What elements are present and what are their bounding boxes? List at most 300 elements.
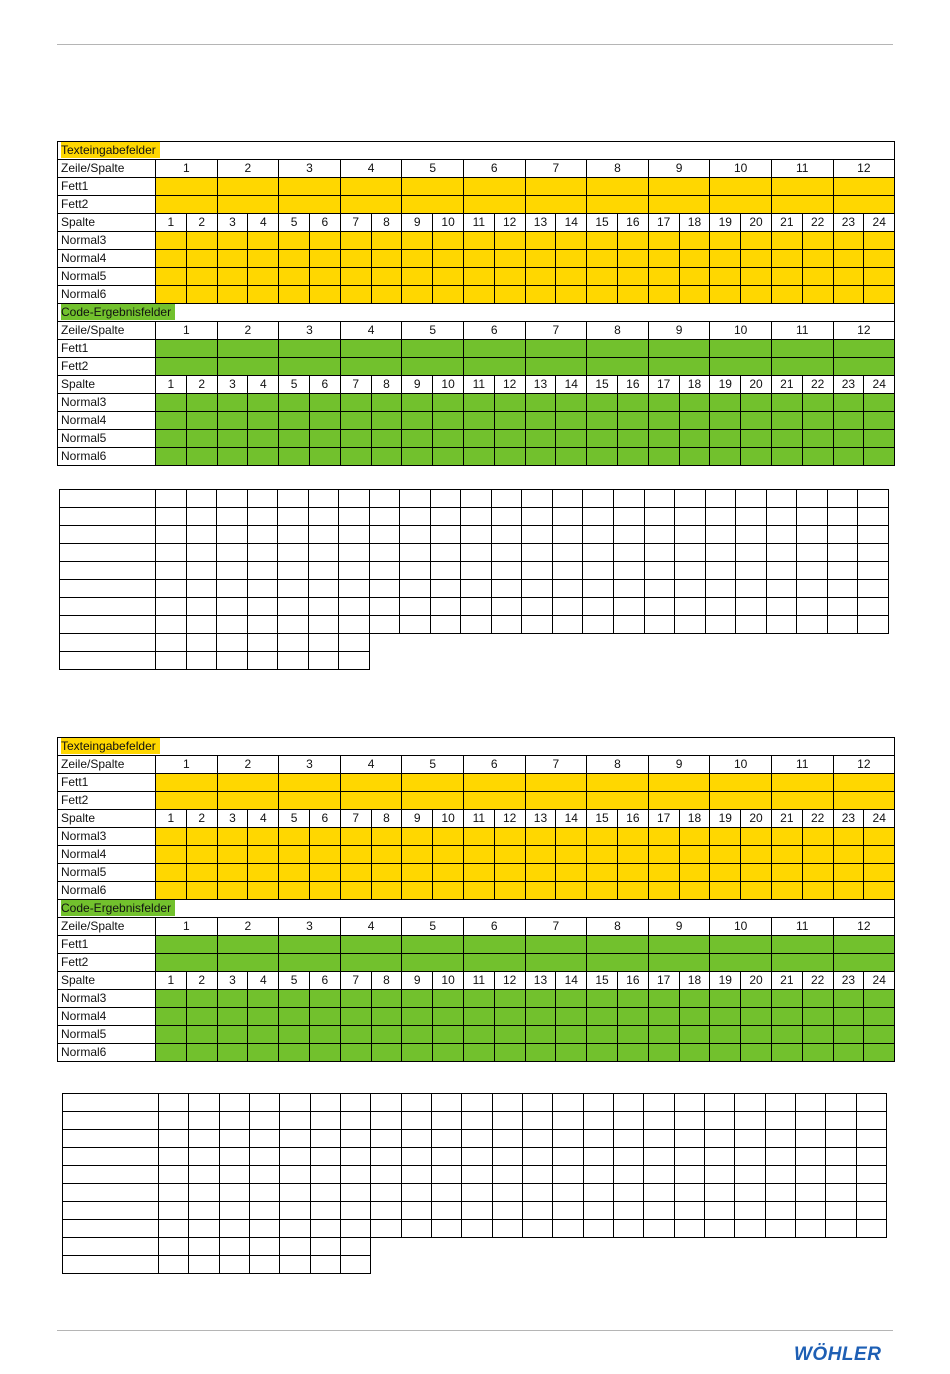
- blank-cell: [371, 1094, 401, 1112]
- field-cell: [679, 448, 710, 466]
- field-cell: [217, 990, 248, 1008]
- col-header: 12: [494, 972, 525, 990]
- field-cell: [771, 828, 802, 846]
- blank-cell: [310, 1112, 340, 1130]
- blank-cell: [491, 562, 522, 580]
- col-header: 20: [741, 376, 772, 394]
- blank-cell: [766, 580, 797, 598]
- col-header: 14: [556, 972, 587, 990]
- blank-cell: [795, 1112, 825, 1130]
- blank-cell: [431, 1238, 461, 1256]
- blank-cell: [308, 580, 339, 598]
- field-cell: [833, 828, 864, 846]
- field-cell: [864, 864, 895, 882]
- blank-cell: [644, 580, 675, 598]
- field-cell: [402, 1008, 433, 1026]
- field-cell: [309, 1026, 340, 1044]
- blank-cell: [186, 616, 217, 634]
- field-cell: [833, 1044, 864, 1062]
- blank-cell: [766, 544, 797, 562]
- field-cell: [710, 774, 772, 792]
- blank-cell: [583, 652, 614, 670]
- field-cell: [371, 1044, 402, 1062]
- blank-cell: [644, 544, 675, 562]
- field-cell: [371, 1026, 402, 1044]
- field-cell: [710, 864, 741, 882]
- blank-cell: [369, 634, 400, 652]
- blank-row: [63, 1130, 887, 1148]
- blank-cell: [705, 598, 736, 616]
- blank-cell: [522, 1148, 552, 1166]
- section-title: [58, 142, 895, 160]
- blank-cell: [522, 1202, 552, 1220]
- blank-cell: [736, 490, 767, 508]
- col-header: 10: [710, 756, 772, 774]
- blank-cell: [522, 508, 553, 526]
- field-cell: [556, 430, 587, 448]
- code-table: [57, 737, 895, 1062]
- col-header: 10: [433, 810, 464, 828]
- blank-cell: [827, 634, 858, 652]
- blank-cell: [583, 1220, 613, 1238]
- blank-cell: [60, 490, 156, 508]
- blank-cell: [827, 490, 858, 508]
- blank-cell: [186, 544, 217, 562]
- field-cell: [741, 828, 772, 846]
- field-cell: [802, 286, 833, 304]
- field-cell: [463, 178, 525, 196]
- blank-cell: [797, 544, 828, 562]
- blank-cell: [583, 1148, 613, 1166]
- blank-cell: [553, 1220, 583, 1238]
- col-header: 6: [309, 810, 340, 828]
- blank-cell: [339, 526, 370, 544]
- blank-cell: [249, 1256, 279, 1274]
- field-cell: [248, 448, 279, 466]
- field-cell: [279, 864, 310, 882]
- blank-cell: [339, 634, 370, 652]
- col-header: 6: [463, 160, 525, 178]
- blank-cell: [462, 1184, 492, 1202]
- col-header: 23: [833, 810, 864, 828]
- blank-cell: [795, 1148, 825, 1166]
- field-cell: [833, 1008, 864, 1026]
- blank-cell: [644, 1220, 674, 1238]
- normal-row: [58, 394, 895, 412]
- normal-row: [58, 430, 895, 448]
- field-cell: [279, 268, 310, 286]
- field-cell: [587, 936, 649, 954]
- field-cell: [371, 864, 402, 882]
- blank-row: [63, 1148, 887, 1166]
- field-cell: [802, 828, 833, 846]
- field-cell: [463, 412, 494, 430]
- blank-cell: [797, 616, 828, 634]
- blank-cell: [339, 598, 370, 616]
- col-header: 20: [741, 972, 772, 990]
- field-cell: [156, 232, 187, 250]
- col-header: 7: [340, 376, 371, 394]
- field-cell: [433, 430, 464, 448]
- row-label: Normal3: [58, 990, 156, 1008]
- blank-cell: [249, 1202, 279, 1220]
- blank-cell: [705, 652, 736, 670]
- blank-cell: [219, 1220, 249, 1238]
- row-label: Spalte: [58, 810, 156, 828]
- col-header: 1: [156, 756, 218, 774]
- blank-row: [63, 1112, 887, 1130]
- field-cell: [371, 882, 402, 900]
- col-header: 8: [371, 214, 402, 232]
- col-header: 22: [802, 214, 833, 232]
- blank-cell: [675, 634, 706, 652]
- blank-cell: [553, 1184, 583, 1202]
- blank-cell: [613, 1094, 643, 1112]
- field-cell: [771, 286, 802, 304]
- blank-cell: [369, 616, 400, 634]
- blank-cell: [705, 580, 736, 598]
- field-cell: [864, 1008, 895, 1026]
- field-cell: [741, 448, 772, 466]
- blank-cell: [856, 1184, 886, 1202]
- blank-cell: [522, 1166, 552, 1184]
- field-cell: [217, 340, 279, 358]
- field-cell: [248, 882, 279, 900]
- blank-cell: [462, 1202, 492, 1220]
- field-cell: [617, 250, 648, 268]
- section-title-row: [58, 738, 895, 756]
- field-cell: [802, 394, 833, 412]
- col-header: 21: [771, 376, 802, 394]
- col-header: 6: [309, 214, 340, 232]
- blank-cell: [674, 1184, 704, 1202]
- blank-cell: [189, 1238, 219, 1256]
- blank-cell: [249, 1184, 279, 1202]
- col-header: 7: [525, 918, 587, 936]
- col-header: 11: [463, 376, 494, 394]
- blank-cell: [856, 1220, 886, 1238]
- field-cell: [648, 1008, 679, 1026]
- field-cell: [556, 268, 587, 286]
- blank-cell: [613, 490, 644, 508]
- blank-cell: [247, 580, 278, 598]
- blank-cell: [219, 1184, 249, 1202]
- col-header: 10: [433, 972, 464, 990]
- spalte-row: [58, 376, 895, 394]
- blank-cell: [797, 652, 828, 670]
- field-cell: [802, 412, 833, 430]
- field-cell: [617, 430, 648, 448]
- blank-cell: [704, 1220, 734, 1238]
- field-cell: [463, 196, 525, 214]
- field-cell: [217, 250, 248, 268]
- blank-cell: [339, 580, 370, 598]
- col-header: 5: [279, 376, 310, 394]
- field-cell: [525, 774, 587, 792]
- field-cell: [402, 448, 433, 466]
- field-cell: [402, 846, 433, 864]
- blank-cell: [522, 598, 553, 616]
- blank-cell: [675, 562, 706, 580]
- blank-cell: [63, 1148, 159, 1166]
- blank-cell: [401, 1202, 431, 1220]
- col-header: 24: [864, 810, 895, 828]
- field-cell: [279, 936, 341, 954]
- field-cell: [340, 286, 371, 304]
- code-table-2: [57, 737, 895, 1062]
- col-header: 5: [279, 214, 310, 232]
- field-cell: [556, 846, 587, 864]
- field-cell: [156, 268, 187, 286]
- field-cell: [710, 358, 772, 376]
- field-cell: [741, 250, 772, 268]
- field-cell: [617, 1044, 648, 1062]
- blank-cell: [63, 1130, 159, 1148]
- blank-cell: [735, 1202, 765, 1220]
- blank-cell: [247, 652, 278, 670]
- col-header: 5: [402, 756, 464, 774]
- col-header: 11: [463, 214, 494, 232]
- col-header: 10: [710, 160, 772, 178]
- field-cell: [463, 340, 525, 358]
- blank-cell: [369, 598, 400, 616]
- col-header: 9: [648, 160, 710, 178]
- blank-cell: [462, 1094, 492, 1112]
- blank-cell: [827, 580, 858, 598]
- col-header: 15: [587, 214, 618, 232]
- field-cell: [156, 250, 187, 268]
- blank-cell: [430, 508, 461, 526]
- field-cell: [217, 1044, 248, 1062]
- field-cell: [279, 846, 310, 864]
- blank-cell: [765, 1148, 795, 1166]
- blank-cell: [492, 1148, 522, 1166]
- blank-cell: [766, 490, 797, 508]
- field-cell: [340, 846, 371, 864]
- blank-cell: [736, 616, 767, 634]
- field-cell: [402, 196, 464, 214]
- field-cell: [710, 936, 772, 954]
- blank-cell: [369, 580, 400, 598]
- field-cell: [279, 1044, 310, 1062]
- blank-cell: [827, 508, 858, 526]
- col-header: 6: [463, 918, 525, 936]
- blank-cell: [308, 544, 339, 562]
- field-cell: [679, 846, 710, 864]
- row-label: Normal4: [58, 250, 156, 268]
- col-header: 11: [771, 756, 833, 774]
- normal-row: [58, 250, 895, 268]
- field-cell: [156, 178, 218, 196]
- blank-row: [63, 1220, 887, 1238]
- field-cell: [371, 448, 402, 466]
- field-cell: [833, 286, 864, 304]
- field-cell: [833, 792, 895, 810]
- col-header: 9: [648, 756, 710, 774]
- col-header: 20: [741, 214, 772, 232]
- field-cell: [556, 1008, 587, 1026]
- field-cell: [833, 178, 895, 196]
- blank-cell: [219, 1112, 249, 1130]
- field-cell: [340, 340, 402, 358]
- blank-cell: [705, 526, 736, 544]
- normal-row: [58, 828, 895, 846]
- col-header: 9: [402, 376, 433, 394]
- blank-cell: [766, 616, 797, 634]
- field-cell: [587, 828, 618, 846]
- blank-cell: [217, 634, 248, 652]
- field-cell: [864, 286, 895, 304]
- col-header: 5: [279, 972, 310, 990]
- blank-cell: [340, 1238, 370, 1256]
- blank-cell: [766, 598, 797, 616]
- field-cell: [340, 358, 402, 376]
- row-label: Normal6: [58, 448, 156, 466]
- blank-cell: [431, 1094, 461, 1112]
- row-label: Spalte: [58, 376, 156, 394]
- blank-row: [63, 1166, 887, 1184]
- blank-cell: [369, 490, 400, 508]
- col-header: 6: [309, 376, 340, 394]
- blank-cell: [827, 616, 858, 634]
- blank-cell: [308, 634, 339, 652]
- field-cell: [802, 268, 833, 286]
- blank-cell: [371, 1130, 401, 1148]
- field-cell: [371, 250, 402, 268]
- col-header: 2: [217, 322, 279, 340]
- section-title-label: Code-Ergebnisfelder: [61, 304, 175, 320]
- field-cell: [463, 1026, 494, 1044]
- fett-row: [58, 954, 895, 972]
- field-cell: [279, 882, 310, 900]
- col-header: 18: [679, 376, 710, 394]
- blank-cell: [704, 1148, 734, 1166]
- field-cell: [186, 882, 217, 900]
- field-cell: [679, 286, 710, 304]
- col-header: 18: [679, 972, 710, 990]
- blank-cell: [249, 1238, 279, 1256]
- field-cell: [248, 268, 279, 286]
- section-title-row: [58, 142, 895, 160]
- field-cell: [248, 990, 279, 1008]
- blank-cell: [310, 1238, 340, 1256]
- blank-cell: [401, 1166, 431, 1184]
- blank-cell: [63, 1112, 159, 1130]
- field-cell: [525, 846, 556, 864]
- field-cell: [648, 196, 710, 214]
- blank-cell: [310, 1130, 340, 1148]
- field-cell: [556, 286, 587, 304]
- row-label: Spalte: [58, 972, 156, 990]
- blank-cell: [219, 1130, 249, 1148]
- blank-cell: [308, 562, 339, 580]
- blank-cell: [249, 1094, 279, 1112]
- normal-row: [58, 882, 895, 900]
- blank-cell: [856, 1130, 886, 1148]
- field-cell: [186, 828, 217, 846]
- blank-cell: [461, 490, 492, 508]
- field-cell: [186, 1026, 217, 1044]
- field-cell: [864, 846, 895, 864]
- field-cell: [771, 774, 833, 792]
- col-header: 24: [864, 376, 895, 394]
- field-cell: [433, 448, 464, 466]
- blank-cell: [553, 1112, 583, 1130]
- field-cell: [402, 394, 433, 412]
- col-header: 16: [617, 214, 648, 232]
- field-cell: [617, 864, 648, 882]
- col-header: 3: [279, 160, 341, 178]
- normal-row: [58, 412, 895, 430]
- blank-cell: [553, 1256, 583, 1274]
- field-cell: [402, 864, 433, 882]
- field-cell: [525, 268, 556, 286]
- blank-cell: [219, 1256, 249, 1274]
- field-cell: [494, 286, 525, 304]
- col-header: 16: [617, 376, 648, 394]
- field-cell: [587, 864, 618, 882]
- col-header: 23: [833, 376, 864, 394]
- field-cell: [617, 412, 648, 430]
- blank-cell: [159, 1130, 189, 1148]
- col-header: 9: [648, 322, 710, 340]
- blank-cell: [766, 562, 797, 580]
- field-cell: [525, 792, 587, 810]
- blank-cell: [522, 562, 553, 580]
- blank-cell: [522, 544, 553, 562]
- field-cell: [371, 412, 402, 430]
- col-header: 24: [864, 972, 895, 990]
- col-header: 22: [802, 972, 833, 990]
- blank-cell: [522, 652, 553, 670]
- field-cell: [402, 268, 433, 286]
- field-cell: [864, 412, 895, 430]
- field-cell: [279, 358, 341, 376]
- blank-cell: [795, 1166, 825, 1184]
- field-cell: [648, 774, 710, 792]
- blank-cell: [735, 1112, 765, 1130]
- blank-cell: [462, 1238, 492, 1256]
- blank-cell: [492, 1202, 522, 1220]
- field-cell: [217, 268, 248, 286]
- blank-cell: [552, 616, 583, 634]
- blank-cell: [431, 1202, 461, 1220]
- blank-row: [63, 1256, 887, 1274]
- blank-cell: [63, 1202, 159, 1220]
- blank-cell: [827, 598, 858, 616]
- col-header: 6: [463, 322, 525, 340]
- field-cell: [494, 882, 525, 900]
- field-cell: [556, 394, 587, 412]
- field-cell: [802, 864, 833, 882]
- blank-cell: [340, 1166, 370, 1184]
- row-label: Normal4: [58, 846, 156, 864]
- blank-row: [60, 544, 889, 562]
- col-header: 11: [771, 160, 833, 178]
- field-cell: [525, 430, 556, 448]
- header-rule: [57, 44, 893, 45]
- blank-cell: [765, 1256, 795, 1274]
- blank-cell: [310, 1094, 340, 1112]
- blank-cell: [858, 616, 889, 634]
- field-cell: [371, 828, 402, 846]
- section-title-row: [58, 900, 895, 918]
- col-header: 5: [402, 322, 464, 340]
- field-cell: [217, 792, 279, 810]
- blank-cell: [492, 1238, 522, 1256]
- field-cell: [833, 250, 864, 268]
- blank-cell: [827, 652, 858, 670]
